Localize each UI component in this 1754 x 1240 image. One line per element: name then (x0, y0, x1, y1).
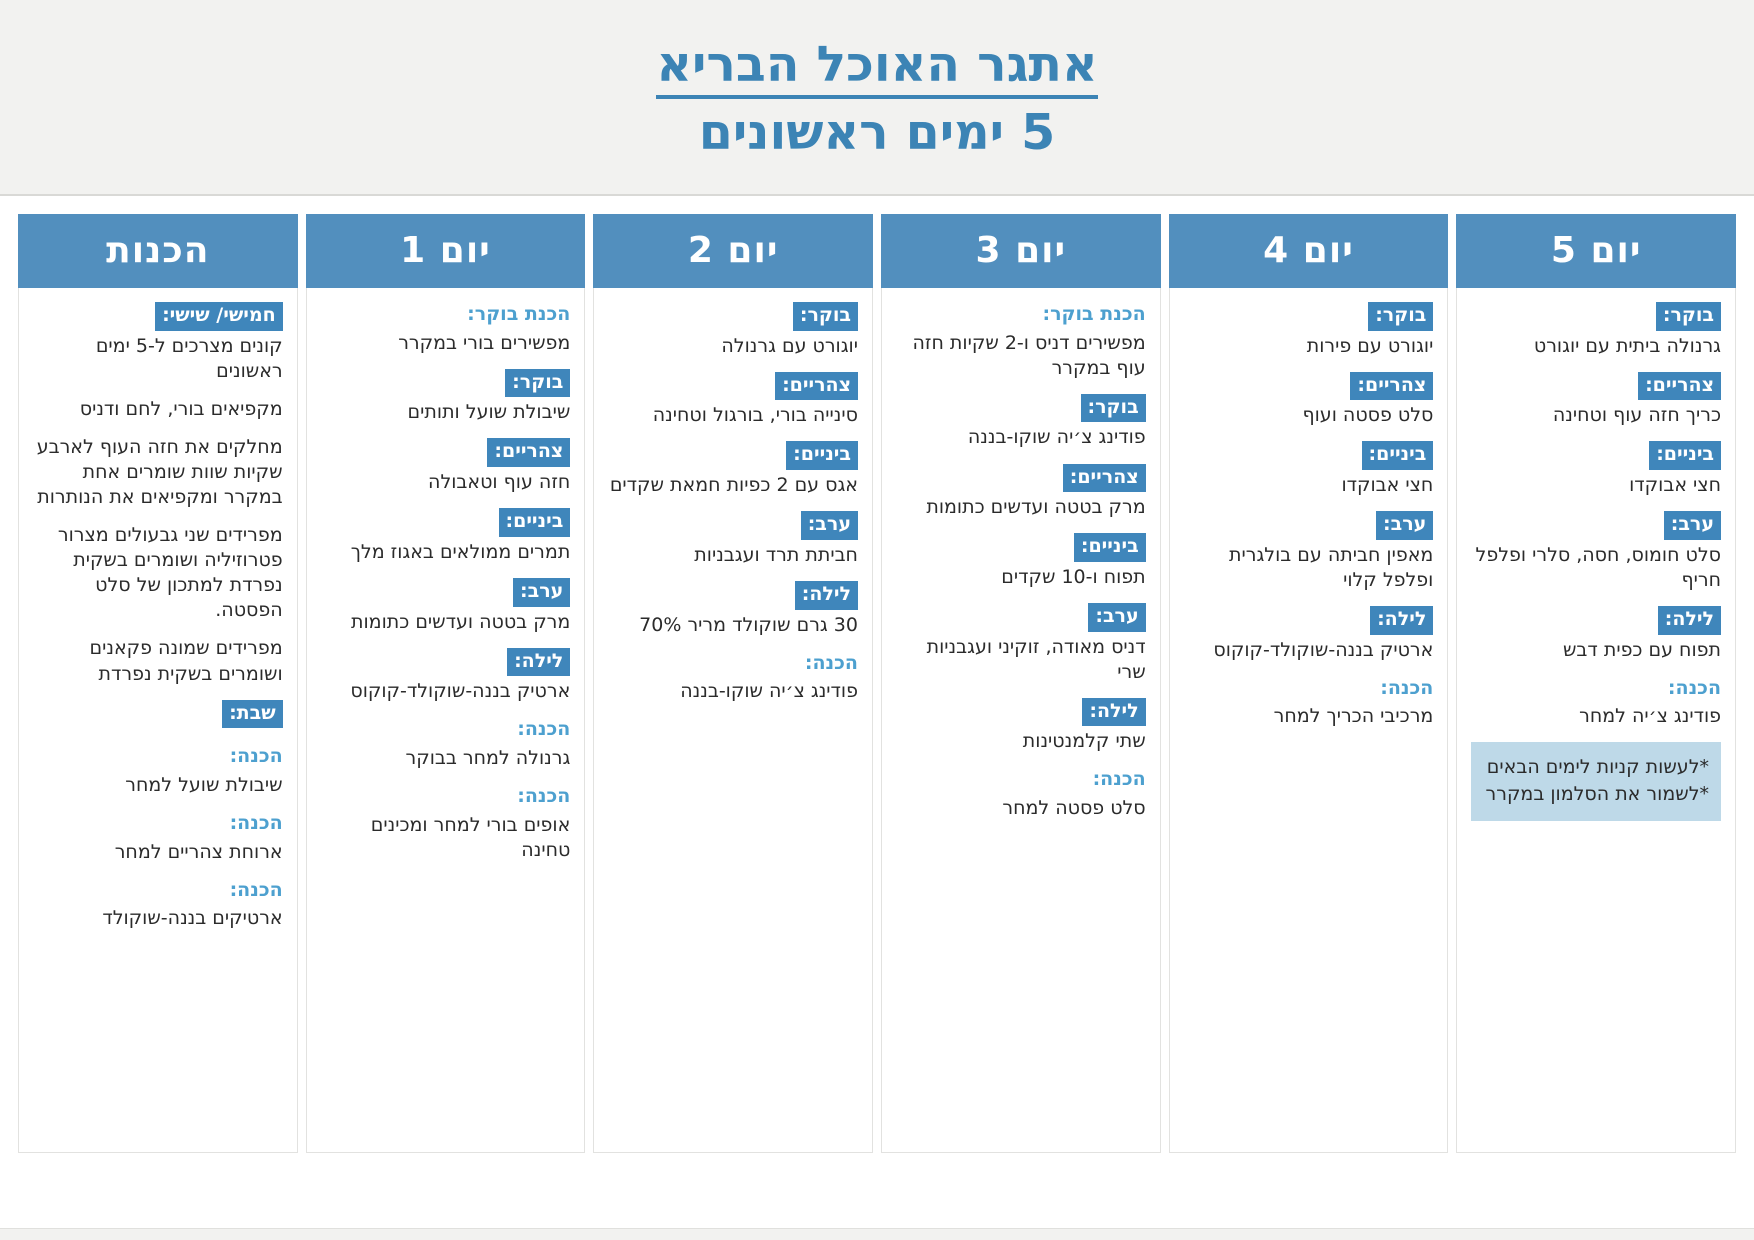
meal-label: הכנת בוקר: (1042, 303, 1146, 325)
meal-text: תפוח ו-10 שקדים (1001, 565, 1146, 588)
meal-text: חזה עוף וטאבולה (428, 471, 571, 494)
meal-label: הכנה: (229, 878, 283, 901)
meal-label: ערב: (1376, 511, 1433, 540)
meal-entry (608, 581, 858, 638)
meal-label: ביניים: (786, 441, 858, 470)
meal-label: צהריים: (775, 372, 858, 401)
meal-entry (608, 302, 858, 359)
day-column (593, 214, 873, 1153)
meal-text: יוגורט עם פירות (1306, 334, 1434, 357)
plan-grid (0, 196, 1754, 1240)
meal-label: בוקר: (1081, 394, 1146, 423)
meal-entry (608, 441, 858, 498)
meal-text: גרנולה למחר בבוקר (405, 746, 571, 769)
meal-label: הכנת בוקר: (467, 303, 571, 325)
note-line: *לעשות קניות לימים הבאים (1486, 756, 1709, 779)
meal-text: כריך חזה עוף וטחינה (1552, 404, 1721, 427)
meal-entry (1471, 676, 1721, 730)
meal-label: הכנה: (517, 718, 571, 741)
meal-label: צהריים: (1063, 464, 1146, 493)
meal-text: אופים בורי למחר ומכינים טחינה (370, 813, 571, 861)
meal-entry (896, 533, 1146, 590)
meal-text: חביתת תרד ועגבניות (694, 543, 858, 566)
meal-text: סינייה בורי, בורגול וטחינה (652, 404, 858, 427)
day-column-body (881, 288, 1161, 1153)
meal-entry (608, 372, 858, 429)
note-box (1471, 742, 1721, 820)
meal-entry (33, 700, 283, 732)
meal-text: מפשירים בורי במקרר (398, 331, 571, 354)
meal-entry (896, 767, 1146, 821)
meal-label: צהריים: (1638, 372, 1721, 401)
meal-text: מרכיבי הכריך למחר (1273, 705, 1434, 728)
meal-entry (896, 302, 1146, 381)
meal-entry (1471, 606, 1721, 663)
meal-text: ארטיק בננה-שוקולד-קוקוס (350, 680, 571, 703)
day-column-body (306, 288, 586, 1153)
meal-text: 30 גרם שוקולד מריר 70% (639, 613, 858, 636)
meal-text: חצי אבוקדו (1341, 474, 1434, 497)
page-header (0, 0, 1754, 196)
day-column-header: יום 3 (881, 214, 1161, 288)
meal-entry (321, 508, 571, 565)
meal-entry (1471, 302, 1721, 359)
meal-label: הכנה: (229, 745, 283, 768)
meal-text: סלט פסטה למחר (1002, 797, 1146, 820)
meal-text: פודינג צ׳יה שוקו-בננה (680, 680, 858, 703)
meal-label: ערב: (1088, 603, 1145, 632)
meal-label: בוקר: (793, 302, 858, 331)
meal-entry (321, 578, 571, 635)
meal-text: תמרים ממולאים באגוז מלך (350, 540, 571, 563)
meal-entry (1184, 372, 1434, 429)
meal-text: חצי אבוקדו (1629, 474, 1721, 497)
meal-entry (33, 636, 283, 686)
meal-text: שתי קלמנטינות (1022, 730, 1146, 753)
meal-label: בוקר: (505, 369, 570, 398)
meal-label: שבת: (222, 700, 283, 729)
day-column (1456, 214, 1736, 1153)
day-column-header: יום 1 (306, 214, 586, 288)
meal-text: סלט פסטה ועוף (1302, 404, 1434, 427)
day-column-header: הכנות (18, 214, 298, 288)
meal-entry (1471, 372, 1721, 429)
meal-label: ערב: (1664, 511, 1721, 540)
meal-entry (1184, 676, 1434, 730)
day-column (881, 214, 1161, 1153)
meal-entry (321, 717, 571, 771)
day-column-header: יום 5 (1456, 214, 1736, 288)
meal-entry (321, 369, 571, 426)
page-title: אתגר האוכל הבריא (656, 39, 1097, 98)
meal-text: ארוחת צהריים למחר (114, 840, 283, 863)
meal-label: הכנה: (1667, 676, 1721, 699)
meal-text: שיבולת שועל למחר (125, 773, 283, 796)
meal-label: ביניים: (1074, 533, 1146, 562)
meal-entry (321, 438, 571, 495)
meal-entry (33, 878, 283, 932)
day-column-header: יום 4 (1169, 214, 1449, 288)
meal-label: הכנה: (229, 811, 283, 834)
meal-entry (33, 397, 283, 422)
note-line: *לשמור את הסלמון במקרר (1485, 782, 1709, 805)
meal-text: גרנולה ביתית עם יוגורט (1533, 334, 1721, 357)
meal-text: מאפין חביתה עם בולגרית ופלפל קלוי (1229, 543, 1434, 591)
day-column-body (593, 288, 873, 1153)
meal-text: מפרידים שני גבעולים מצרור פטרוזיליה ושומרים בשקית נפרדת למתכון של סלט הפסטה. (57, 524, 283, 622)
day-column-header: יום 2 (593, 214, 873, 288)
meal-text: אגס עם 2 כפיות חמאת שקדים (609, 474, 858, 497)
meal-text: מקפיאים בורי, לחם ודניס (79, 397, 283, 420)
meal-label: לילה: (1370, 606, 1433, 635)
meal-label: צהריים: (487, 438, 570, 467)
meal-entry (33, 435, 283, 510)
day-column (306, 214, 586, 1153)
meal-text: ארטיק בננה-שוקולד-קוקוס (1213, 638, 1434, 661)
meal-text: ארטיקים בננה-שוקולד (102, 907, 283, 930)
meal-text: תפוח עם כפית דבש (1562, 638, 1721, 661)
day-column-body (1169, 288, 1449, 1153)
meal-text: קונים מצרכים ל-5 ימים ראשונים (95, 334, 283, 382)
meal-entry (33, 811, 283, 865)
meal-label: ערב: (513, 578, 570, 607)
meal-entry (896, 698, 1146, 755)
meal-entry (896, 464, 1146, 521)
meal-entry (33, 523, 283, 623)
meal-text: מפשירים דניס ו-2 שקיות חזה עוף במקרר (912, 331, 1146, 379)
meal-label: ביניים: (499, 508, 571, 537)
meal-entry (33, 302, 283, 384)
meal-label: הכנה: (804, 651, 858, 674)
meal-label: ביניים: (1649, 441, 1721, 470)
meal-entry (608, 511, 858, 568)
meal-label: הכנה: (1092, 768, 1146, 791)
meal-text: מפרידים שמונה פקאנים ושומרים בשקית נפרדת (89, 637, 283, 685)
meal-entry (321, 302, 571, 356)
meal-text: שיבולת שועל ותותים (407, 401, 571, 424)
meal-label: הכנה: (1380, 676, 1434, 699)
meal-text: פודינג צ׳יה שוקו-בננה (967, 426, 1146, 449)
meal-entry (1184, 441, 1434, 498)
meal-text: מחלקים את חזה העוף לארבע שקיות שוות שומרים אחת במקרר ומקפיאים את הנותרות (36, 435, 283, 509)
meal-entry (321, 648, 571, 705)
meal-label: לילה: (1082, 698, 1145, 727)
meal-entry (896, 394, 1146, 451)
meal-entry (1184, 511, 1434, 593)
meal-entry (1471, 511, 1721, 593)
meal-text: דניס מאודה, זוקיני ועגבניות שרי (926, 635, 1146, 683)
meal-text: פודינג צ׳יה למחר (1579, 705, 1721, 728)
meal-entry (33, 744, 283, 798)
meal-entry (1471, 441, 1721, 498)
meal-label: לילה: (795, 581, 858, 610)
meal-label: חמישי/ שישי: (155, 302, 283, 331)
page-subtitle: 5 ימים ראשונים (698, 103, 1056, 161)
meal-label: בוקר: (1368, 302, 1433, 331)
day-column (18, 214, 298, 1153)
meal-entry (896, 603, 1146, 685)
meal-text: סלט חומוס, חסה, סלרי ופלפל חריף (1475, 543, 1721, 591)
day-column (1169, 214, 1449, 1153)
meal-entry (1184, 606, 1434, 663)
meal-label: לילה: (1658, 606, 1721, 635)
meal-text: מרק בטטה ועדשים כתומות (926, 496, 1146, 519)
meal-text: מרק בטטה ועדשים כתומות (351, 610, 571, 633)
day-column-body (18, 288, 298, 1153)
meal-text: יוגורט עם גרנולה (721, 334, 858, 357)
footer-strip (0, 1228, 1754, 1240)
meal-entry (608, 651, 858, 705)
meal-label: ביניים: (1362, 441, 1434, 470)
day-column-body (1456, 288, 1736, 1153)
meal-label: בוקר: (1656, 302, 1721, 331)
meal-label: צהריים: (1350, 372, 1433, 401)
meal-entry (1184, 302, 1434, 359)
meal-label: לילה: (507, 648, 570, 677)
meal-label: הכנה: (517, 785, 571, 808)
meal-label: ערב: (801, 511, 858, 540)
meal-entry (321, 784, 571, 863)
